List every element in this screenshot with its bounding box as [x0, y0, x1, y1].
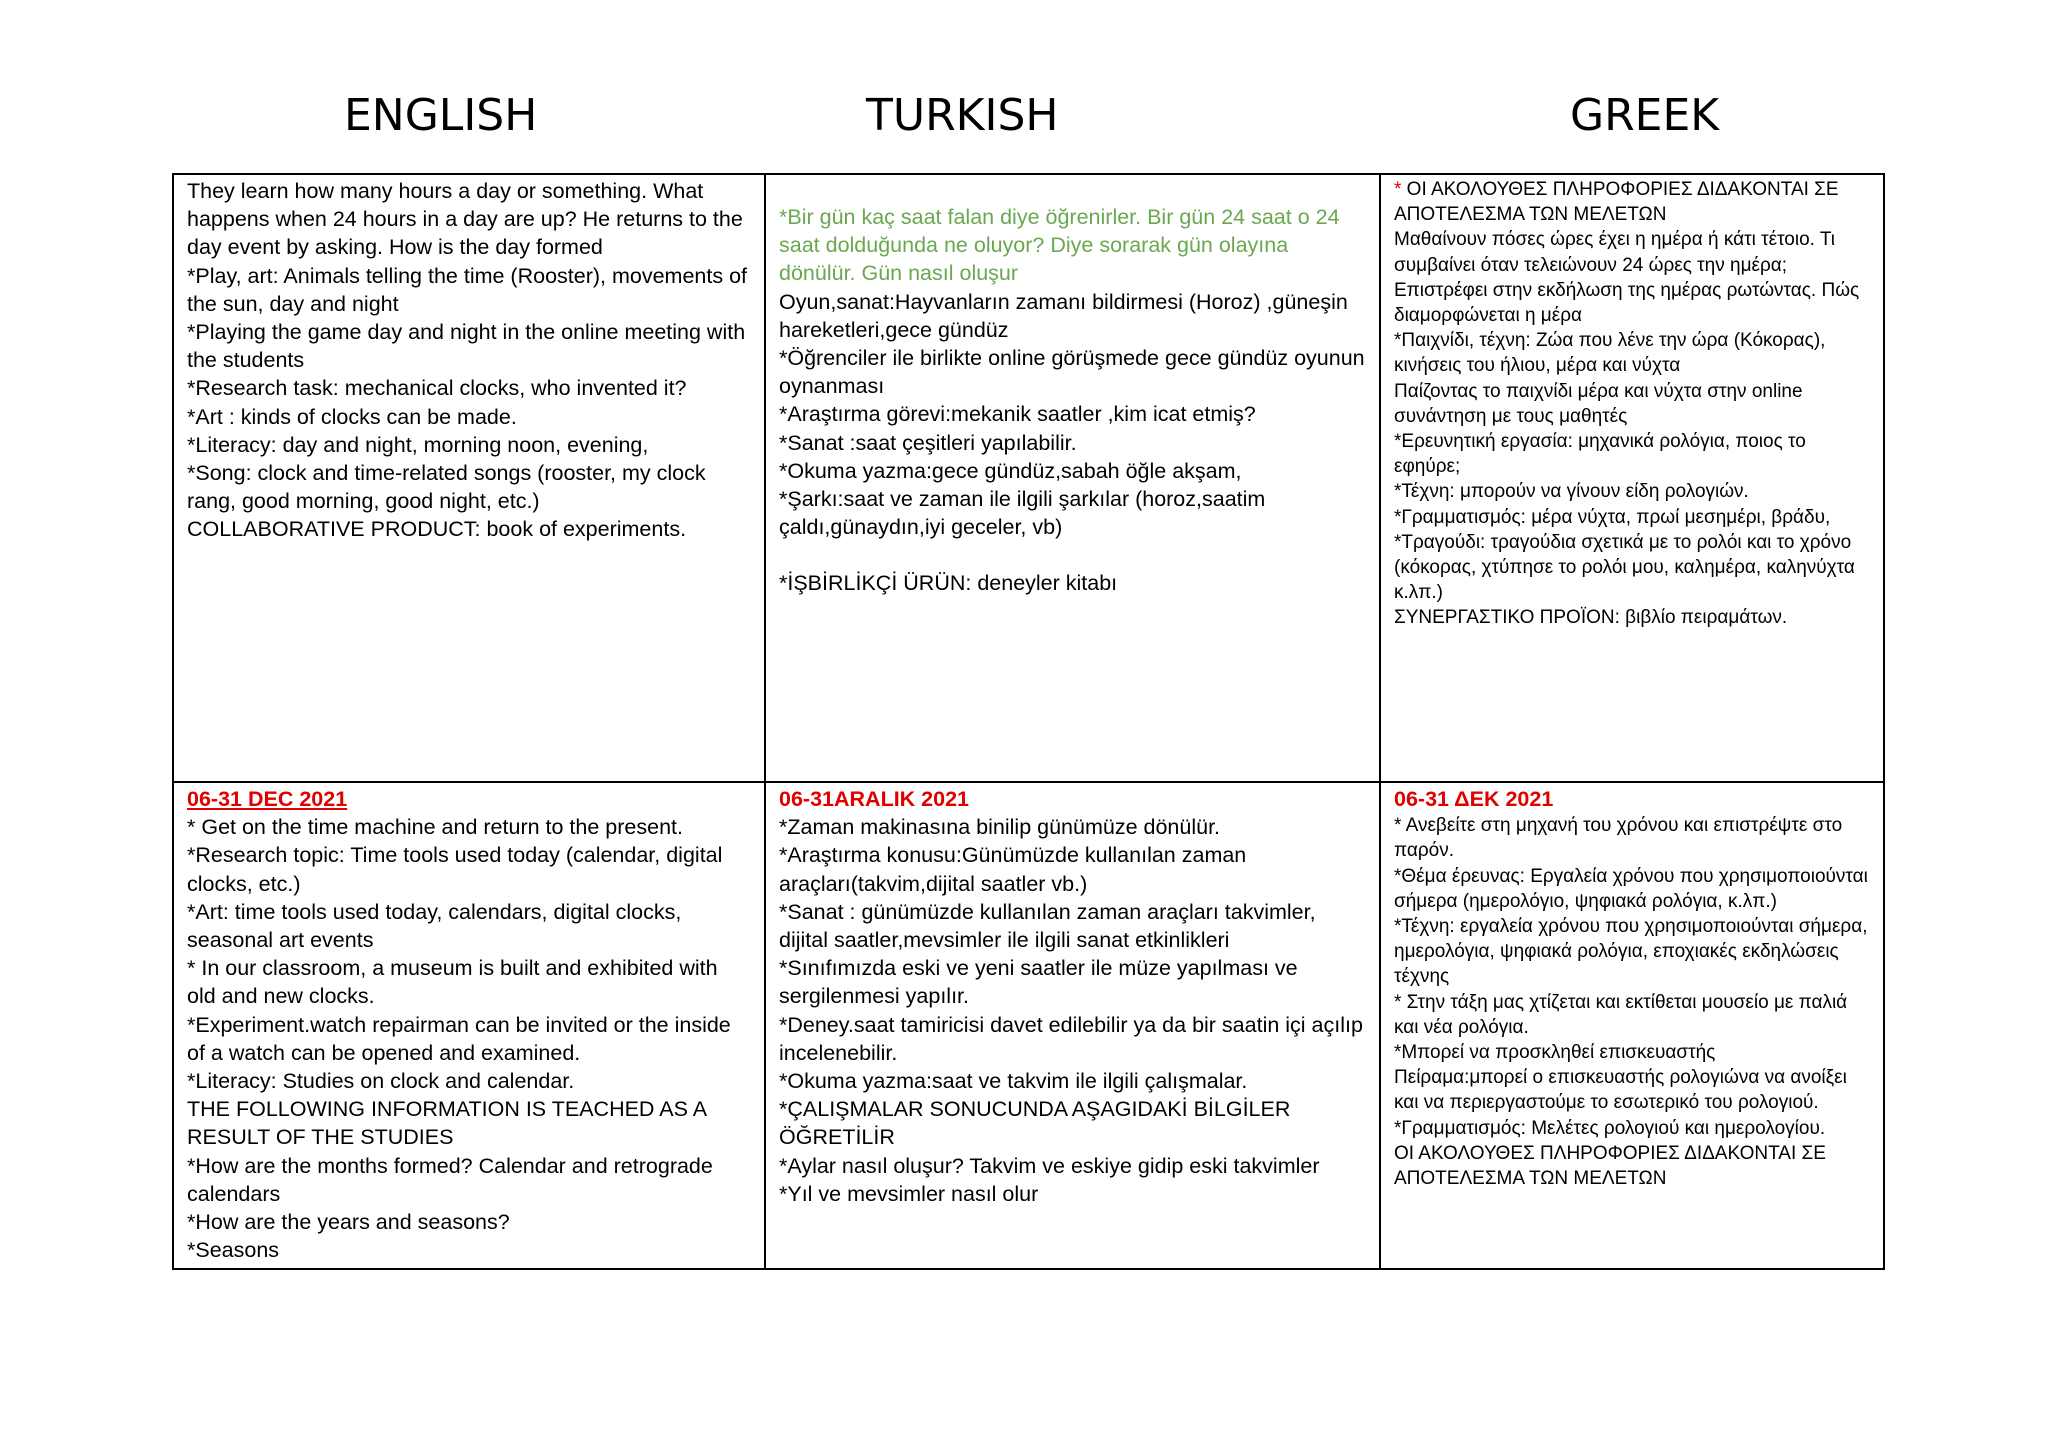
heading-turkish: TURKISH	[866, 90, 1059, 141]
table-row	[173, 782, 1884, 1269]
cell-greek-row2	[1380, 782, 1884, 1269]
greek-date: 06-31 ΔΕΚ 2021	[1394, 787, 1554, 811]
greek-intro-text	[1394, 177, 1871, 227]
english-date: 06-31 DEC 2021	[187, 787, 348, 811]
heading-english: ENGLISH	[344, 90, 538, 141]
turkish-product-text: *İŞBİRLİKÇİ ÜRÜN: deneyler kitabı	[779, 571, 1118, 596]
turkish-intro-text: *Bir gün kaç saat falan diye öğrenirler. Bir gün 24 saat o 24 saat dolduğunda ne oluyor? Diye sorarak gün olayına dönülür. Gün nasıl oluşur	[779, 205, 1340, 286]
turkish-text-row1: Oyun,sanat:Hayvanların zamanı bildirmesi (Horoz) ,güneşin hareketleri,gece gündüz *Öğrenciler ile birlikte online görüşmede gece gündüz oyunun oynanması *Araştırma görevi:mekanik saatler ,kim icat etmiş? *Sanat :saat çeşitleri yapılabilir. *Okuma yazma:gece gündüz,sabah öğle akşam, *Şarkı:saat ve zaman ile ilgili şarkılar (horoz,saatim çaldı,günaydın,iyi geceler, vb)	[779, 289, 1365, 540]
turkish-date: 06-31ARALIK 2021	[779, 787, 970, 811]
greek-text-row1: Μαθαίνουν πόσες ώρες έχει η ημέρα ή κάτι τέτοιο. Τι συμβαίνει όταν τελειώνουν 24 ώρες την ημέρα; Επιστρέφει στην εκδήλωση της ημέρας ρωτώντας. Πώς διαμορφώνεται η μέρα *Παιχνίδι, τέχνη: Ζώα που λένε την ώρα (Κόκορας), κινήσεις του ήλιου, μέρα και νύχτα Παίζοντας το παιχνίδι μέρα και νύχτα στην online συνάντηση με τους μαθητές *Ερευνητική εργασία: μηχανικά ρολόγια, ποιος το εφηύρε; *Τέχνη: μπορούν να γίνουν είδη ρολογιών. *Γραμματισμός: μέρα νύχτα, πρωί μεσημέρι, βράδυ, *Τραγούδι: τραγούδια σχετικά με το ρολόι και το χρόνο (κόκορας, χτύπησε το ρολόι μου, καλημέρα, καληνύχτα κ.λπ.) ΣΥΝΕΡΓΑΣΤΙΚΟ ΠΡΟΪΟΝ: βιβλίο πειραμάτων.	[1394, 229, 1860, 629]
table-row	[173, 174, 1884, 782]
cell-greek-row1	[1380, 174, 1884, 782]
turkish-text-row2: *Zaman makinasına binilip günümüze dönülür. *Araştırma konusu:Günümüzde kullanılan zaman araçları(takvim,dijital saatler vb.) *Sanat : günümüzde kullanılan zaman araçları takvimler, dijital saatler,mevsimler ile ilgili sanat etkinlikleri *Sınıfımızda eski ve yeni saatler ile müze yapılması ve sergilenmesi yapılır. *Deney.saat tamiricisi davet edilebilir ya da bir saatin içi açılıp incelenebilir. *Okuma yazma:saat ve takvim ile ilgili çalışmalar. *ÇALIŞMALAR SONUCUNDA AŞAGIDAKİ BİLGİLER ÖĞRETİLİR *Aylar nasıl oluşur? Takvim ve eskiye gidip eski takvimler *Yıl ve mevsimler nasıl olur	[779, 815, 1363, 1206]
english-text-row1: They learn how many hours a day or something. What happens when 24 hours in a day are up? He returns to the day event by asking. How is the day formed *Play, art: Animals telling the time (Rooster), movements of the sun, day and night *Playing the game day and night in the online meeting with the students *Research task: mechanical clocks, who invented it? *Art : kinds of clocks can be made. *Literacy: day and night, morning noon, evening, *Song: clock and time-related songs (rooster, my clock rang, good morning, good night, etc.) COLLABORATIVE PRODUCT: book of experiments.	[187, 179, 748, 542]
curriculum-table	[172, 173, 1885, 1270]
cell-english-row1	[173, 174, 765, 782]
heading-greek: GREEK	[1570, 90, 1720, 141]
red-asterisk: *	[1394, 179, 1402, 200]
cell-turkish-row1	[765, 174, 1380, 782]
cell-turkish-row2	[765, 782, 1380, 1269]
cell-english-row2	[173, 782, 765, 1269]
english-text-row2: * Get on the time machine and return to the present. *Research topic: Time tools used today (calendar, digital clocks, etc.) *Art: time tools used today, calendars, digital clocks, seasonal art events * In our classroom, a museum is built and exhibited with old and new clocks. *Experiment.watch repairman can be invited or the inside of a watch can be opened and examined. *Literacy: Studies on clock and calendar. THE FOLLOWING INFORMATION IS TEACHED AS A RESULT OF THE STUDIES *How are the months formed? Calendar and retrograde calendars *How are the years and seasons? *Seasons	[187, 815, 731, 1263]
greek-intro-heading: ΟΙ ΑΚΟΛΟΥΘΕΣ ΠΛΗΡΟΦΟΡΙΕΣ ΔΙΔΑΚΟΝΤΑΙ ΣΕ ΑΠΟΤΕΛΕΣΜΑ ΤΩΝ ΜΕΛΕΤΩΝ	[1394, 179, 1839, 226]
greek-text-row2: * Ανεβείτε στη μηχανή του χρόνου και επιστρέψτε στο παρόν. *Θέμα έρευνας: Εργαλεία χρόνου που χρησιμοποιούνται σήμερα (ημερολόγιο, ψηφιακά ρολόγια, κ.λπ.) *Τέχνη: εργαλεία χρόνου που χρησιμοποιούνται σήμερα, ημερολόγια, ψηφιακά ρολόγια, εποχιακές εκδηλώσεις τέχνης * Στην τάξη μας χτίζεται και εκτίθεται μουσείο με παλιά και νέα ρολόγια. *Μπορεί να προσκληθεί επισκευαστής Πείραμα:μπορεί ο επισκευαστής ρολογιώνα να ανοίξει και να περιεργαστούμε το εσωτερικό του ρολογιού. *Γραμματισμός: Μελέτες ρολογιού και ημερολογίου. ΟΙ ΑΚΟΛΟΥΘΕΣ ΠΛΗΡΟΦΟΡΙΕΣ ΔΙΔΑΚΟΝΤΑΙ ΣΕ ΑΠΟΤΕΛΕΣΜΑ ΤΩΝ ΜΕΛΕΤΩΝ	[1394, 815, 1868, 1190]
